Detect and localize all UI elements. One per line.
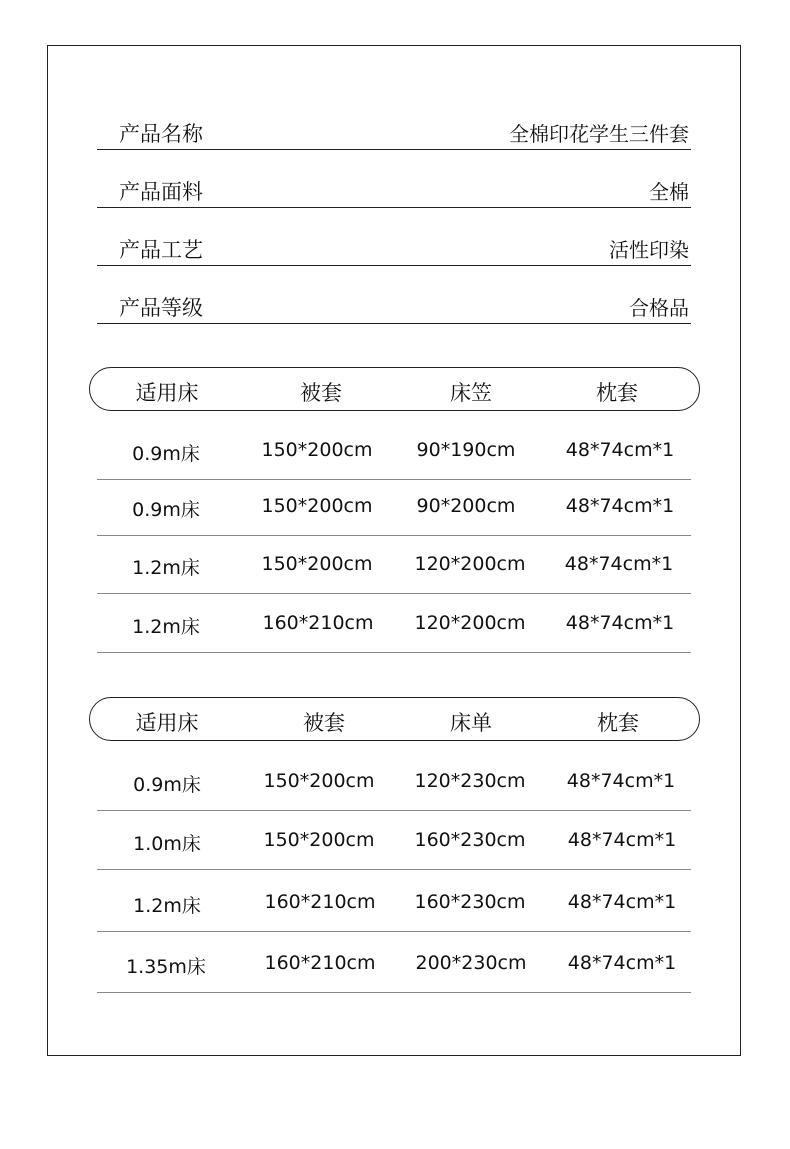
- cell-pillow: 48*74cm*1: [567, 952, 677, 974]
- cell-pillow: 48*74cm*1: [564, 553, 674, 575]
- info-label: 产品工艺: [119, 238, 203, 262]
- table2-header-bed: 适用床: [135, 711, 199, 735]
- table1-header-pillowcase: 枕套: [596, 381, 638, 405]
- info-row-process: [97, 226, 691, 266]
- table1-header-fitted-sheet: 床笠: [450, 381, 492, 405]
- table2-row: [97, 934, 691, 993]
- cell-pillow: 48*74cm*1: [567, 829, 677, 851]
- table1-row: [97, 535, 691, 594]
- cell-sheet: 120*200cm: [414, 612, 526, 634]
- cell-sheet: 120*230cm: [414, 770, 526, 792]
- info-value: 活性印染: [609, 238, 689, 262]
- info-label: 产品等级: [119, 296, 203, 320]
- cell-pillow: 48*74cm*1: [565, 439, 675, 461]
- table2-header: [89, 697, 700, 741]
- cell-sheet: 160*230cm: [414, 891, 526, 913]
- cell-duvet: 150*200cm: [261, 495, 373, 517]
- cell-pillow: 48*74cm*1: [567, 891, 677, 913]
- info-value: 全棉印花学生三件套: [509, 122, 689, 146]
- info-row-fabric: [97, 168, 691, 208]
- cell-bed: 1.2m床: [132, 616, 200, 638]
- table2-row: [97, 811, 691, 870]
- cell-duvet: 150*200cm: [261, 439, 373, 461]
- cell-sheet: 200*230cm: [415, 952, 527, 974]
- cell-duvet: 150*200cm: [261, 553, 373, 575]
- table2-header-flat-sheet: 床单: [450, 711, 492, 735]
- cell-duvet: 150*200cm: [263, 829, 375, 851]
- info-row-grade: [97, 284, 691, 324]
- cell-pillow: 48*74cm*1: [566, 770, 676, 792]
- cell-bed: 1.2m床: [133, 895, 201, 917]
- table1-header-bed: 适用床: [135, 381, 199, 405]
- table2-header-pillowcase: 枕套: [597, 711, 639, 735]
- info-value: 全棉: [649, 180, 689, 204]
- cell-bed: 0.9m床: [132, 443, 200, 465]
- cell-sheet: 120*200cm: [414, 553, 526, 575]
- cell-bed: 1.2m床: [132, 557, 200, 579]
- info-label: 产品面料: [119, 180, 203, 204]
- table1-row: [97, 477, 691, 536]
- table2-row: [97, 873, 691, 932]
- cell-pillow: 48*74cm*1: [565, 612, 675, 634]
- cell-pillow: 48*74cm*1: [565, 495, 675, 517]
- info-row-name: [97, 110, 691, 150]
- table1-header: [89, 367, 700, 411]
- cell-bed: 0.9m床: [132, 499, 200, 521]
- info-value: 合格品: [629, 296, 689, 320]
- cell-duvet: 160*210cm: [264, 952, 376, 974]
- cell-bed: 1.0m床: [133, 833, 201, 855]
- cell-sheet: 160*230cm: [414, 829, 526, 851]
- info-label: 产品名称: [119, 122, 203, 146]
- cell-duvet: 160*210cm: [262, 612, 374, 634]
- cell-bed: 1.35m床: [126, 956, 206, 978]
- table2-header-duvet: 被套: [303, 711, 345, 735]
- table1-header-duvet: 被套: [300, 381, 342, 405]
- table1-row: [97, 421, 691, 480]
- cell-duvet: 150*200cm: [263, 770, 375, 792]
- cell-sheet: 90*190cm: [416, 439, 516, 461]
- table2-row: [97, 752, 691, 811]
- cell-duvet: 160*210cm: [264, 891, 376, 913]
- cell-sheet: 90*200cm: [416, 495, 516, 517]
- cell-bed: 0.9m床: [133, 774, 201, 796]
- table1-row: [97, 594, 691, 653]
